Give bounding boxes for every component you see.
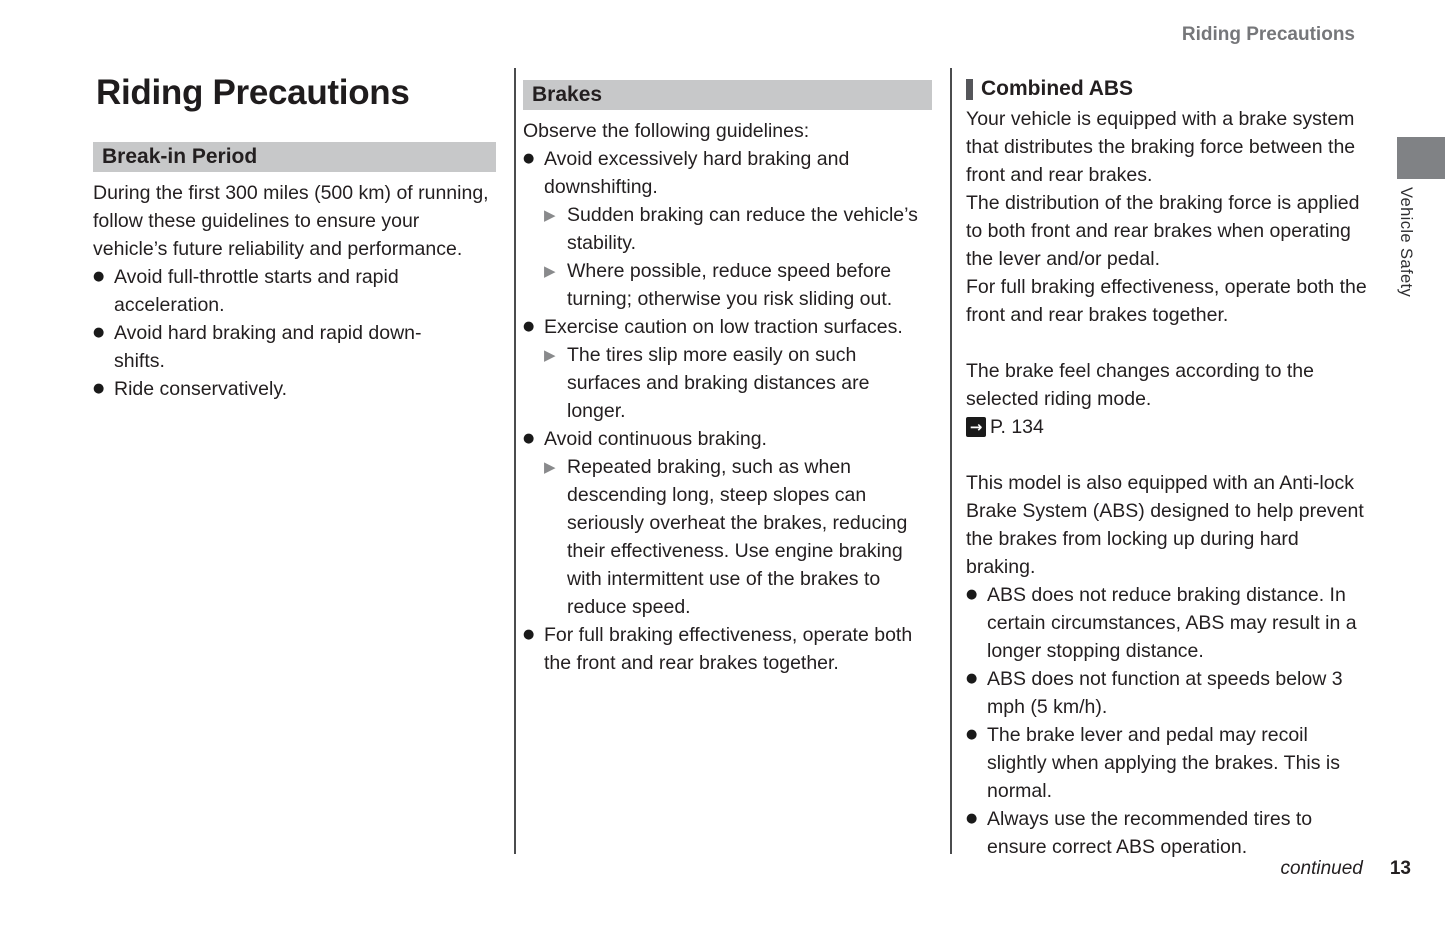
bullet-icon: ● xyxy=(523,319,535,334)
bullet-text: ABS does not reduce braking distance. In certain circumstances, ABS may result in a longer stopping distance. xyxy=(987,584,1357,662)
bullet-icon: ● xyxy=(966,811,978,826)
chapter-label: Vehicle Safety xyxy=(1397,187,1415,298)
bullet-text: For full braking effectiveness, operate both the front and rear brakes together. xyxy=(544,624,913,674)
paragraph: For full braking effectiveness, operate both the front and rear brakes together. xyxy=(966,276,1367,326)
bullet-icon: ● xyxy=(966,671,978,686)
list-sub-item xyxy=(523,257,932,313)
break-in-bullet-list xyxy=(93,263,496,403)
sub-heading-title: Combined ABS xyxy=(981,77,1134,100)
sub-text: The tires slip more easily on such surfaces and braking distances are longer. xyxy=(567,344,870,422)
bullet-icon: ● xyxy=(93,381,105,396)
bullet-text: Avoid hard braking and rapid down- shifts. xyxy=(114,322,422,372)
bullet-icon: ● xyxy=(93,325,105,340)
break-in-intro: During the first 300 miles (500 km) of running, follow these guidelines to ensure your vehicle’s future reliability and performance. xyxy=(93,182,489,260)
paragraph: Your vehicle is equipped with a brake system that distributes the braking force between the front and rear brakes. xyxy=(966,108,1356,186)
bullet-text: The brake lever and pedal may recoil slightly when applying the brakes. This is normal. xyxy=(987,724,1340,802)
bullet-icon: ● xyxy=(93,269,105,284)
bullet-text: Avoid continuous braking. xyxy=(544,428,767,450)
list-item xyxy=(523,145,932,201)
column-divider xyxy=(950,68,952,854)
list-sub-item xyxy=(523,453,932,621)
sub-text: Where possible, reduce speed before turning; otherwise you risk sliding out. xyxy=(567,260,893,310)
list-item xyxy=(93,319,496,375)
list-item xyxy=(93,263,496,319)
bullet-text: Ride conservatively. xyxy=(114,378,288,400)
brakes-guideline-list xyxy=(523,145,932,677)
abs-bullet-list xyxy=(966,581,1369,861)
brakes-intro: Observe the following guidelines: xyxy=(523,120,810,142)
list-item xyxy=(93,375,496,403)
page-reference-label: P. 134 xyxy=(990,415,1044,438)
right-column xyxy=(966,76,1369,861)
page-number: 13 xyxy=(1389,858,1411,879)
list-item xyxy=(966,721,1369,805)
bullet-icon: ● xyxy=(966,727,978,742)
bullet-icon: ● xyxy=(523,151,535,166)
bullet-text: Exercise caution on low traction surfaces. xyxy=(544,316,903,338)
sub-arrow-icon: ▶ xyxy=(544,346,556,364)
running-header: Riding Precautions xyxy=(1181,24,1355,45)
sub-arrow-icon: ▶ xyxy=(544,206,556,224)
chapter-tab xyxy=(1397,137,1445,179)
bullet-text: Avoid excessively hard braking and downshifting. xyxy=(544,148,850,198)
bullet-text: Always use the recommended tires to ensure correct ABS operation. xyxy=(987,808,1313,858)
paragraph: This model is also equipped with an Anti-lock Brake System (ABS) designed to help prevent the brakes from locking up during hard braking. xyxy=(966,472,1364,578)
bullet-text: ABS does not function at speeds below 3 mph (5 km/h). xyxy=(987,668,1343,718)
sub-arrow-icon: ▶ xyxy=(544,458,556,476)
section-title: Brakes xyxy=(532,83,603,106)
continued-label: continued xyxy=(1280,858,1363,879)
sub-arrow-icon: ▶ xyxy=(544,262,556,280)
list-sub-item xyxy=(523,201,932,257)
bullet-icon: ● xyxy=(523,627,535,642)
column-divider xyxy=(514,68,516,854)
list-item xyxy=(966,581,1369,665)
bullet-icon: ● xyxy=(523,431,535,446)
section-header-brakes xyxy=(523,80,932,110)
sub-text: Sudden braking can reduce the vehicle’s stability. xyxy=(567,204,918,254)
list-item xyxy=(966,805,1369,861)
left-column xyxy=(93,74,496,403)
paragraph: The distribution of the braking force is applied to both front and rear brakes when operating the lever and/or pedal. xyxy=(966,192,1360,270)
page-title: Riding Precautions xyxy=(96,73,410,112)
page-reference-icon xyxy=(966,417,986,437)
paragraph: The brake feel changes according to the selected riding mode. xyxy=(966,360,1314,410)
sub-text: Repeated braking, such as when descending long, steep slopes can seriously overheat the brakes, reducing their effectiveness. Use engine braking with intermittent use of the brakes to reduce speed. xyxy=(567,456,908,618)
page-reference[interactable] xyxy=(966,413,1369,441)
list-item xyxy=(523,313,932,341)
bullet-text: Avoid full-throttle starts and rapid acceleration. xyxy=(114,266,399,316)
arrow-glyph: → xyxy=(969,418,983,436)
list-item xyxy=(966,665,1369,721)
list-item xyxy=(523,425,932,453)
section-header-break-in-period xyxy=(93,142,496,172)
combined-abs-heading xyxy=(966,76,1369,102)
middle-column xyxy=(523,80,932,677)
list-sub-item xyxy=(523,341,932,425)
bullet-icon: ● xyxy=(966,587,978,602)
page-footer xyxy=(1280,858,1411,880)
list-item xyxy=(523,621,932,677)
section-title: Break-in Period xyxy=(102,145,258,168)
heading-marker-bar xyxy=(966,79,973,100)
